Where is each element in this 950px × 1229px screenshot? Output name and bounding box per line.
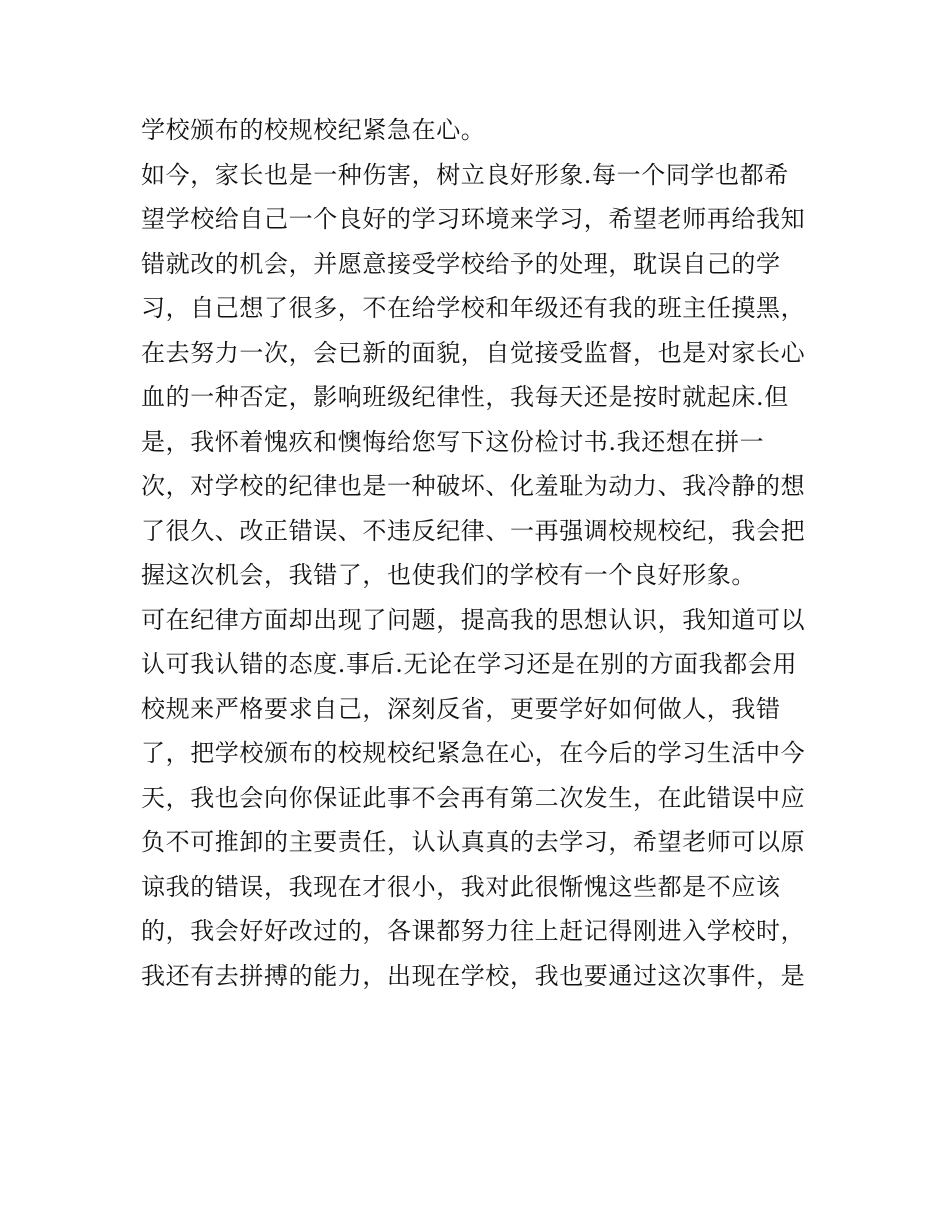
text-line: 的，我会好好改过的，各课都努力往上赶记得刚进入学校时，: [141, 917, 806, 945]
document-body: [141, 108, 821, 998]
text-line: 次，对学校的纪律也是一种破坏、化羞耻为动力、我冷静的想: [141, 472, 806, 500]
text-line: 学校颁布的校规校纪紧急在心。: [141, 116, 486, 144]
text-line: 可在纪律方面却出现了问题，提高我的思想认识，我知道可以: [141, 605, 806, 634]
text-line: 天，我也会向你保证此事不会再有第二次发生，在此错误中应: [141, 783, 806, 812]
text-line: 认可我认错的态度.事后.无论在学习还是在别的方面我都会用: [141, 650, 798, 678]
text-line: 了，把学校颁布的校规校纪紧急在心，在今后的学习生活中今: [141, 739, 806, 767]
text-line: 是，我怀着愧疚和懊悔给您写下这份检讨书.我还想在拼一: [141, 427, 765, 456]
text-line: 如今，家长也是一种伤害，树立良好形象.每一个同学也都希: [141, 160, 789, 189]
text-line: 望学校给自己一个良好的学习环境来学习，希望老师再给我知: [141, 205, 806, 233]
text-line: 负不可推卸的主要责任，认认真真的去学习，希望老师可以原: [141, 828, 806, 856]
text-line: 握这次机会，我错了，也使我们的学校有一个良好形象。: [141, 561, 756, 589]
text-line: 谅我的错误，我现在才很小，我对此很惭愧这些都是不应该: [141, 872, 781, 901]
text-line: 了很久、改正错误、不违反纪律、一再强调校规校纪，我会把: [141, 516, 806, 545]
text-line: 血的一种否定，影响班级纪律性，我每天还是按时就起床.但: [141, 383, 789, 411]
text-line: 习，自己想了很多，不在给学校和年级还有我的班主任摸黑，: [141, 294, 806, 322]
text-line: 校规来严格要求自己，深刻反省，更要学好如何做人，我错: [141, 694, 781, 723]
text-line: 错就改的机会，并愿意接受学校给予的处理，耽误自己的学: [141, 249, 781, 278]
text-line: 我还有去拼搏的能力，出现在学校，我也要通过这次事件，是: [141, 961, 806, 990]
text-line: 在去努力一次，会已新的面貌，自觉接受监督，也是对家长心: [141, 338, 806, 367]
